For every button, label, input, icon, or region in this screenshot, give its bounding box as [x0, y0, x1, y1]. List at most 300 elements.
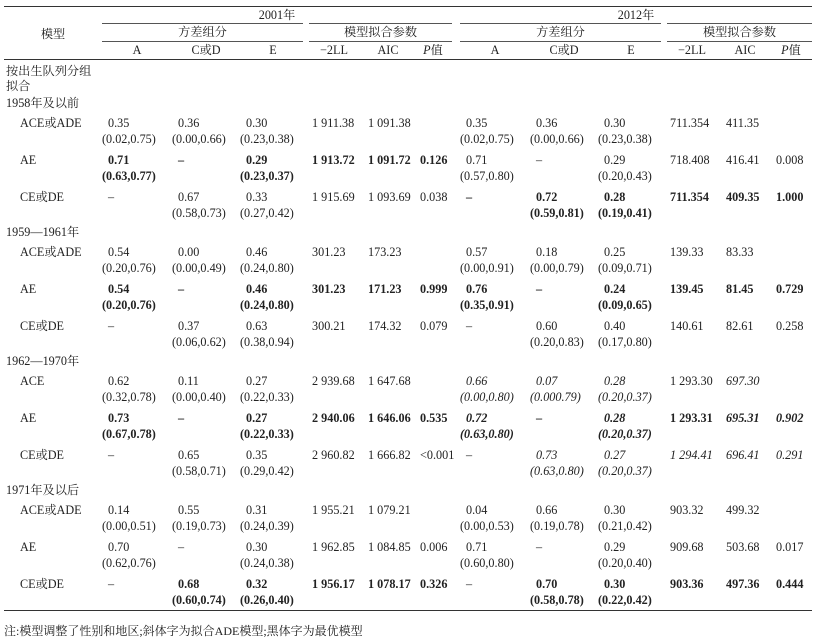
- cell-value: 903.36: [670, 577, 704, 591]
- cell-value: 0.66: [466, 374, 488, 388]
- cell-ci: (0.35,0.91): [460, 298, 514, 312]
- cell-value: 0.00: [178, 245, 200, 259]
- model-name: AE: [20, 282, 37, 296]
- cell-value: 0.729: [776, 282, 804, 296]
- cell-value: –: [536, 411, 543, 425]
- cell-value: 0.32: [246, 577, 268, 591]
- table-cell: [414, 149, 452, 186]
- cell-value: <0.001: [420, 448, 455, 462]
- table-cell: [172, 370, 240, 407]
- cell-value: 139.45: [670, 282, 704, 296]
- table-cell: [362, 241, 414, 278]
- cell-value: 0.66: [536, 503, 558, 517]
- cell-value: 0.27: [604, 448, 626, 462]
- cell-ci: (0.00,0.66): [530, 132, 584, 146]
- results-table: [4, 6, 812, 611]
- cohort-label: 1959—1961年: [6, 225, 80, 239]
- table-cell: [414, 315, 452, 352]
- cell-ci: (0.20,0.37): [598, 427, 652, 441]
- cell-value: 83.33: [726, 245, 754, 259]
- cell-value: 0.35: [466, 116, 488, 130]
- table-cell: [664, 315, 720, 352]
- cell-ci: (0.63,0.77): [102, 169, 156, 183]
- cell-ci: (0.60,0.80): [460, 556, 514, 570]
- cell-value: –: [108, 577, 115, 591]
- table-cell: [414, 186, 452, 223]
- cell-ci: (0.24,0.80): [240, 298, 294, 312]
- cell-value: 0.35: [246, 448, 268, 462]
- cell-ci: (0.00,0.66): [172, 132, 226, 146]
- model-name: CE或DE: [20, 190, 65, 204]
- table-cell: [530, 112, 598, 149]
- cell-value: 0.70: [108, 540, 130, 554]
- cell-value: 1 293.31: [670, 411, 713, 425]
- cell-ci: (0.19,0.41): [598, 206, 652, 220]
- table-cell: [598, 370, 664, 407]
- col-header-2001-3: −2LL: [320, 43, 348, 57]
- table-cell: [306, 407, 362, 444]
- cell-ci: (0.24,0.80): [240, 261, 294, 275]
- table-cell: [240, 536, 306, 573]
- table-cell: [770, 499, 812, 536]
- table-cell: [770, 186, 812, 223]
- cell-value: 1 294.41: [670, 448, 713, 462]
- table-cell: [664, 112, 720, 149]
- cell-ci: (0.32,0.78): [102, 390, 156, 404]
- cell-ci: (0.17,0.80): [598, 335, 652, 349]
- table-cell: [720, 573, 770, 611]
- cell-value: 173.23: [368, 245, 402, 259]
- fit-header-2012: 模型拟合参数: [664, 24, 812, 42]
- table-cell: [598, 536, 664, 573]
- table-cell: [664, 149, 720, 186]
- cell-ci: (0.02,0.75): [460, 132, 514, 146]
- cell-value: 300.21: [312, 319, 346, 333]
- table-cell: [598, 186, 664, 223]
- cell-value: 0.30: [604, 503, 626, 517]
- table-cell: [414, 241, 452, 278]
- table-cell: [172, 573, 240, 611]
- col-header-2012-3: −2LL: [678, 43, 706, 57]
- cell-value: 301.23: [312, 245, 346, 259]
- cell-value: 82.61: [726, 319, 754, 333]
- cell-ci: (0.00,0.40): [172, 390, 226, 404]
- table-cell: [460, 149, 530, 186]
- cell-value: 503.68: [726, 540, 760, 554]
- table-cell: [530, 407, 598, 444]
- cell-value: 0.28: [604, 411, 626, 425]
- cell-ci: (0.00,0.91): [460, 261, 514, 275]
- table-row: [4, 112, 812, 149]
- cell-ci: (0.27,0.42): [240, 206, 294, 220]
- cell-value: 1 913.72: [312, 153, 355, 167]
- cell-value: 0.902: [776, 411, 804, 425]
- cell-ci: (0.58,0.71): [172, 464, 226, 478]
- table-cell: [306, 315, 362, 352]
- table-cell: [770, 315, 812, 352]
- cell-value: 1 915.69: [312, 190, 355, 204]
- cell-ci: (0.19,0.73): [172, 519, 226, 533]
- cell-value: 409.35: [726, 190, 760, 204]
- table-cell: [414, 573, 452, 611]
- table-row: [4, 407, 812, 444]
- table-row: [4, 444, 812, 481]
- table-cell: [172, 536, 240, 573]
- table-cell: [172, 186, 240, 223]
- col-header-2001-5: P值: [423, 43, 443, 57]
- cell-value: 0.30: [246, 540, 268, 554]
- table-cell: [530, 278, 598, 315]
- cell-value: 0.326: [420, 577, 448, 591]
- table-cell: [770, 536, 812, 573]
- cell-ci: (0.62,0.76): [102, 556, 156, 570]
- cell-value: 1 078.17: [368, 577, 411, 591]
- cell-value: 174.32: [368, 319, 402, 333]
- cell-value: 2 939.68: [312, 374, 355, 388]
- cell-value: 0.46: [246, 245, 268, 259]
- fit-header-2001: 模型拟合参数: [306, 24, 452, 42]
- cell-value: 2 940.06: [312, 411, 355, 425]
- cell-ci: (0.22,0.42): [598, 593, 652, 607]
- cell-ci: (0.20,0.43): [598, 169, 652, 183]
- table-cell: [414, 444, 455, 481]
- cell-value: 0.68: [178, 577, 200, 591]
- col-header-2012-0: A: [490, 43, 500, 57]
- cell-value: 903.32: [670, 503, 704, 517]
- cell-ci: (0.00,0.49): [172, 261, 226, 275]
- cell-value: –: [466, 319, 473, 333]
- cell-ci: (0.38,0.94): [240, 335, 294, 349]
- cell-value: 1 093.69: [368, 190, 411, 204]
- table-cell: [102, 278, 172, 315]
- table-cell: [598, 241, 664, 278]
- cell-value: 1 666.82: [368, 448, 411, 462]
- table-cell: [240, 370, 306, 407]
- cell-value: –: [536, 282, 543, 296]
- table-row: [4, 186, 812, 223]
- table-cell: [362, 278, 414, 315]
- cell-value: 0.30: [604, 577, 626, 591]
- cell-value: 301.23: [312, 282, 346, 296]
- table-cell: [362, 315, 414, 352]
- cell-value: 0.60: [536, 319, 558, 333]
- table-body: [4, 60, 812, 611]
- table-row: [4, 370, 812, 407]
- table-row: [4, 499, 812, 536]
- variance-header-2001: 方差组分: [102, 24, 306, 42]
- table-cell: [102, 573, 172, 611]
- cell-ci: (0.21,0.42): [598, 519, 652, 533]
- table-cell: [598, 573, 664, 611]
- cell-value: –: [178, 282, 185, 296]
- table-cell: [362, 499, 414, 536]
- col-header-2012-1: C或D: [549, 43, 579, 57]
- cell-value: 497.36: [726, 577, 760, 591]
- model-name: ACE: [20, 374, 45, 388]
- cell-ci: (0.00,0.79): [530, 261, 584, 275]
- cell-value: 0.07: [536, 374, 558, 388]
- table-cell: [720, 444, 770, 481]
- table-cell: [664, 186, 720, 223]
- table-row: [4, 278, 812, 315]
- cell-value: 0.444: [776, 577, 804, 591]
- cell-value: –: [466, 190, 473, 204]
- cell-ci: (0.26,0.40): [240, 593, 294, 607]
- cell-value: 0.30: [246, 116, 268, 130]
- cell-value: 0.67: [178, 190, 200, 204]
- cell-value: –: [466, 448, 473, 462]
- cell-value: 2 960.82: [312, 448, 355, 462]
- cell-ci: (0.02,0.75): [102, 132, 156, 146]
- table-cell: [240, 407, 306, 444]
- table-cell: [414, 499, 452, 536]
- cell-ci: (0.20,0.37): [598, 464, 652, 478]
- cell-value: 0.079: [420, 319, 448, 333]
- cell-value: –: [178, 153, 185, 167]
- table-cell: [102, 112, 172, 149]
- table-cell: [664, 370, 720, 407]
- cell-value: 0.71: [466, 540, 488, 554]
- cell-value: 0.55: [178, 503, 200, 517]
- table-cell: [172, 444, 240, 481]
- cell-value: 0.258: [776, 319, 804, 333]
- cell-value: 0.126: [420, 153, 448, 167]
- table-cell: [460, 407, 530, 444]
- table-cell: [172, 149, 240, 186]
- col-header-2001-0: A: [132, 43, 142, 57]
- table-cell: [102, 241, 172, 278]
- cell-ci: (0.20,0.40): [598, 556, 652, 570]
- cell-value: –: [108, 190, 115, 204]
- table-cell: [240, 499, 306, 536]
- table-cell: [362, 573, 414, 611]
- table-cell: [530, 444, 598, 481]
- cell-ci: (0.23,0.38): [598, 132, 652, 146]
- table-cell: [306, 278, 362, 315]
- table-cell: [460, 186, 530, 223]
- table-row: [4, 241, 812, 278]
- col-header-2001-4: AIC: [377, 43, 399, 57]
- cell-ci: (0.09,0.65): [598, 298, 652, 312]
- cell-ci: (0.22,0.33): [240, 390, 294, 404]
- cell-ci: (0.24,0.39): [240, 519, 294, 533]
- table-cell: [362, 149, 414, 186]
- table-cell: [770, 241, 812, 278]
- cell-value: 0.11: [178, 374, 199, 388]
- table-cell: [770, 407, 812, 444]
- model-name: AE: [20, 411, 37, 425]
- cell-ci: (0.58,0.73): [172, 206, 226, 220]
- table-cell: [530, 315, 598, 352]
- cell-value: 695.31: [726, 411, 760, 425]
- cell-value: 0.35: [108, 116, 130, 130]
- table-cell: [664, 407, 720, 444]
- cell-ci: (0.00,0.80): [460, 390, 514, 404]
- cell-value: 0.40: [604, 319, 626, 333]
- cell-ci: (0.63,0.80): [460, 427, 514, 441]
- cell-ci: (0.23,0.37): [240, 169, 294, 183]
- cell-ci: (0.000.79): [530, 390, 581, 404]
- cell-value: 0.006: [420, 540, 448, 554]
- cell-value: 1 079.21: [368, 503, 411, 517]
- table-cell: [306, 499, 362, 536]
- table-cell: [460, 573, 530, 611]
- table-note: 注:模型调整了性别和地区;斜体字为拟合ADE模型;黑体字为最优模型: [4, 624, 363, 638]
- table-cell: [414, 112, 452, 149]
- table-cell: [306, 370, 362, 407]
- cell-value: –: [108, 448, 115, 462]
- cell-value: 499.32: [726, 503, 760, 517]
- table-cell: [306, 444, 362, 481]
- table-cell: [362, 536, 414, 573]
- cell-value: 0.62: [108, 374, 130, 388]
- table-cell: [102, 444, 172, 481]
- table-cell: [598, 278, 664, 315]
- cell-value: 0.73: [536, 448, 558, 462]
- cell-value: 711.354: [670, 116, 710, 130]
- cell-ci: (0.00,0.51): [102, 519, 156, 533]
- cell-value: 0.038: [420, 190, 448, 204]
- col-header-2012-5: P值: [781, 43, 801, 57]
- table-cell: [362, 444, 414, 481]
- cell-value: 1 646.06: [368, 411, 411, 425]
- cell-value: 0.27: [246, 411, 268, 425]
- table-cell: [240, 573, 306, 611]
- table-cell: [770, 112, 812, 149]
- cell-value: –: [178, 540, 185, 554]
- table-cell: [720, 315, 770, 352]
- table-cell: [770, 573, 812, 611]
- table-row: [4, 315, 812, 352]
- cell-value: 0.28: [604, 190, 626, 204]
- table-cell: [598, 112, 664, 149]
- cell-value: 416.41: [726, 153, 760, 167]
- table-cell: [240, 149, 306, 186]
- table-cell: [362, 112, 414, 149]
- table-cell: [770, 370, 812, 407]
- cell-value: 0.65: [178, 448, 200, 462]
- table-cell: [770, 444, 812, 481]
- table-cell: [720, 499, 770, 536]
- cell-value: 1 647.68: [368, 374, 411, 388]
- table-cell: [460, 278, 530, 315]
- table-cell: [172, 407, 240, 444]
- cell-value: 1 956.17: [312, 577, 355, 591]
- table-cell: [530, 186, 598, 223]
- table-cell: [240, 241, 306, 278]
- cell-value: 0.28: [604, 374, 626, 388]
- table-cell: [720, 186, 770, 223]
- cell-value: 0.999: [420, 282, 448, 296]
- model-name: CE或DE: [20, 577, 65, 591]
- cell-value: 0.73: [108, 411, 130, 425]
- table-cell: [720, 536, 770, 573]
- column-header-row: [4, 42, 812, 60]
- table-cell: [598, 315, 664, 352]
- cell-ci: (0.20,0.37): [598, 390, 652, 404]
- cell-ci: (0.20,0.76): [102, 298, 156, 312]
- model-name: AE: [20, 540, 37, 554]
- table-cell: [598, 444, 664, 481]
- cell-ci: (0.20,0.76): [102, 261, 156, 275]
- table-cell: [530, 370, 598, 407]
- cell-value: 0.71: [108, 153, 130, 167]
- table-cell: [102, 149, 172, 186]
- cell-value: 0.36: [536, 116, 558, 130]
- cell-ci: (0.23,0.38): [240, 132, 294, 146]
- col-header-2001-1: C或D: [191, 43, 221, 57]
- cell-value: 0.70: [536, 577, 558, 591]
- table-cell: [102, 407, 172, 444]
- cell-ci: (0.06,0.62): [172, 335, 226, 349]
- table-cell: [530, 499, 598, 536]
- cell-value: 1 962.85: [312, 540, 355, 554]
- cell-value: –: [178, 411, 185, 425]
- cell-value: 0.54: [108, 245, 130, 259]
- cell-value: 0.24: [604, 282, 626, 296]
- cell-value: 697.30: [726, 374, 760, 388]
- table-cell: [414, 278, 452, 315]
- year-2012-header: 2012年: [460, 7, 812, 24]
- cell-value: 0.27: [246, 374, 268, 388]
- cell-ci: (0.59,0.81): [530, 206, 584, 220]
- cell-value: 0.017: [776, 540, 804, 554]
- table-cell: [172, 241, 240, 278]
- table-cell: [172, 112, 240, 149]
- cell-value: 81.45: [726, 282, 754, 296]
- cell-ci: (0.22,0.33): [240, 427, 294, 441]
- table-cell: [172, 315, 240, 352]
- cell-value: 711.354: [670, 190, 709, 204]
- table-cell: [240, 186, 306, 223]
- model-name: ACE或ADE: [20, 116, 82, 130]
- cell-value: 140.61: [670, 319, 704, 333]
- cell-value: 0.76: [466, 282, 488, 296]
- table-cell: [102, 186, 172, 223]
- cell-value: 909.68: [670, 540, 704, 554]
- cell-value: 0.33: [246, 190, 268, 204]
- cell-value: 0.29: [246, 153, 268, 167]
- table-row: [4, 536, 812, 573]
- cell-value: 0.31: [246, 503, 268, 517]
- cell-value: 0.18: [536, 245, 558, 259]
- table-cell: [240, 278, 306, 315]
- cell-value: 718.408: [670, 153, 710, 167]
- section-title: 按出生队列分组拟合: [6, 64, 92, 93]
- model-name: ACE或ADE: [20, 245, 82, 259]
- table-cell: [460, 241, 530, 278]
- year-2001-header: 2001年: [102, 7, 452, 24]
- table-cell: [240, 444, 306, 481]
- col-header-2012-4: AIC: [734, 43, 756, 57]
- table-header: [4, 7, 812, 60]
- table-cell: [414, 536, 452, 573]
- cell-value: –: [536, 153, 543, 167]
- cell-value: 0.14: [108, 503, 130, 517]
- cell-value: 0.30: [604, 116, 626, 130]
- table-cell: [530, 536, 598, 573]
- table-cell: [770, 149, 812, 186]
- variance-header-2012: 方差组分: [460, 24, 664, 42]
- table-cell: [362, 186, 414, 223]
- table-cell: [598, 499, 664, 536]
- table-cell: [720, 407, 770, 444]
- table-cell: [362, 370, 414, 407]
- cell-value: 1 955.21: [312, 503, 355, 517]
- table-cell: [720, 112, 770, 149]
- table-cell: [460, 370, 530, 407]
- cell-value: –: [108, 319, 115, 333]
